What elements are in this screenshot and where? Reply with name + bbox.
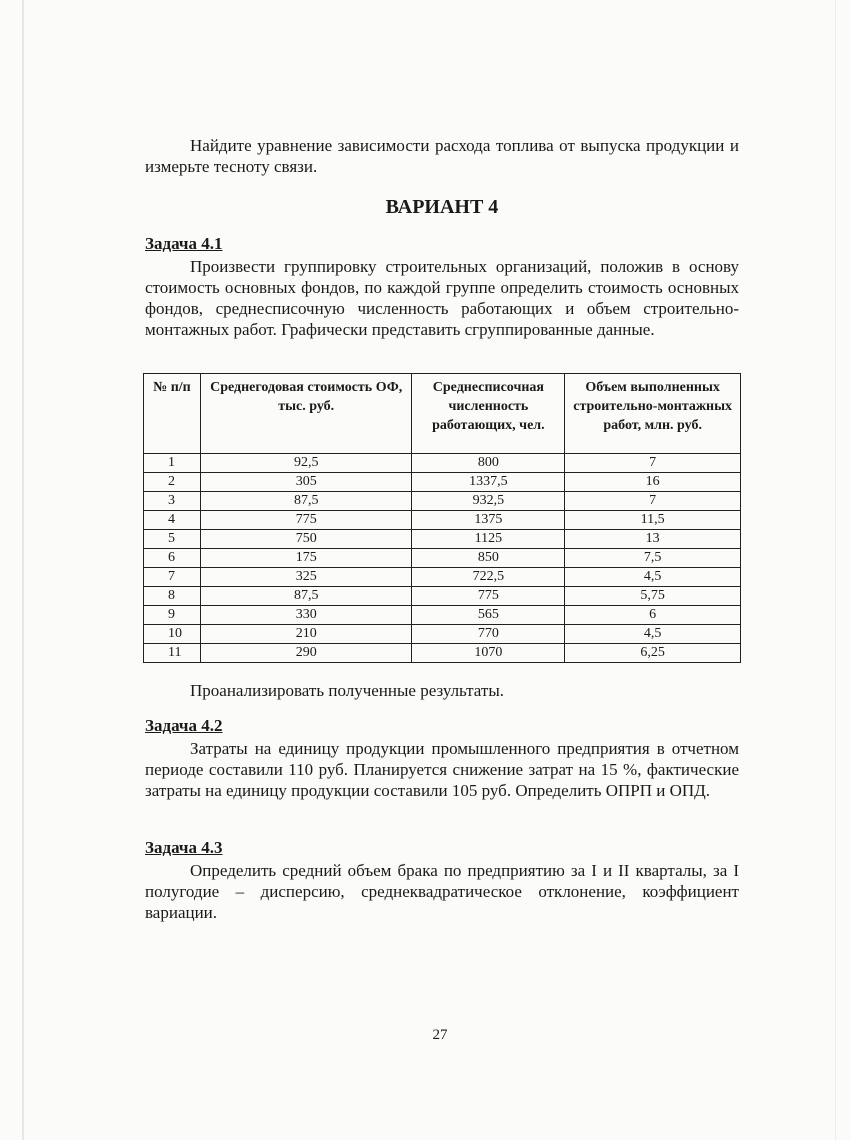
table-cell: 330 (200, 606, 412, 625)
table-body (144, 454, 741, 663)
table-cell: 3 (144, 492, 201, 511)
table-row (144, 511, 741, 530)
table-cell: 6 (144, 549, 201, 568)
table-cell: 87,5 (200, 492, 412, 511)
table-cell: 305 (200, 473, 412, 492)
table-cell: 932,5 (412, 492, 565, 511)
table-cell: 770 (412, 625, 565, 644)
table-cell: 775 (412, 587, 565, 606)
table-cell: 565 (412, 606, 565, 625)
table-cell: 9 (144, 606, 201, 625)
scan-edge-right (835, 0, 836, 1140)
table-row (144, 625, 741, 644)
table-cell: 775 (200, 511, 412, 530)
task-4-1-text: Произвести группировку строительных организаций, положив в основу стоимость основных фондов, по каждой группе определить стоимость основных фондов, среднесписочную численность работающих и объем строительно-монтажных работ. Графически представить сгруппированные данные. (145, 257, 739, 339)
scan-edge (22, 0, 24, 1140)
table-row (144, 492, 741, 511)
table-cell: 13 (565, 530, 741, 549)
table-cell: 722,5 (412, 568, 565, 587)
table-cell: 175 (200, 549, 412, 568)
table-cell: 11 (144, 644, 201, 663)
table-cell: 290 (200, 644, 412, 663)
table-row (144, 606, 741, 625)
task-4-2-text: Затраты на единицу продукции промышленного предприятия в отчетном периоде составили 110 руб. Планируется снижение затрат на 15 %, фактические затраты на единицу продукции составили 105 руб. Определить ОПРП и ОПД. (145, 739, 739, 800)
col-header-employees: Среднесписочная численность работающих, чел. (412, 374, 565, 454)
table-cell: 5,75 (565, 587, 741, 606)
table-cell: 4,5 (565, 568, 741, 587)
task-4-1-after: Проанализировать полученные результаты. (190, 681, 505, 700)
table-cell: 1070 (412, 644, 565, 663)
table-cell: 16 (565, 473, 741, 492)
table-row (144, 549, 741, 568)
task-4-2-title: Задача 4.2 (145, 716, 223, 735)
table-cell: 7 (144, 568, 201, 587)
table-cell: 1125 (412, 530, 565, 549)
table-row (144, 587, 741, 606)
table-cell: 2 (144, 473, 201, 492)
table-cell: 5 (144, 530, 201, 549)
col-header-construction-volume: Объем выполненных строительно-монтажных работ, млн. руб. (565, 374, 741, 454)
data-table (143, 373, 741, 663)
table-cell: 92,5 (200, 454, 412, 473)
page-number: 27 (432, 1027, 448, 1043)
intro-paragraph: Найдите уравнение зависимости расхода топлива от выпуска продукции и измерьте тесноту связи. (145, 136, 739, 176)
table-cell: 1 (144, 454, 201, 473)
table-cell: 10 (144, 625, 201, 644)
table-cell: 800 (412, 454, 565, 473)
table-cell: 1337,5 (412, 473, 565, 492)
table-cell: 7 (565, 454, 741, 473)
table-cell: 7,5 (565, 549, 741, 568)
col-header-number: № п/п (144, 374, 201, 454)
task-4-1-title: Задача 4.1 (145, 234, 223, 253)
col-header-fixed-assets: Среднегодовая стоимость ОФ, тыс. руб. (200, 374, 412, 454)
table-cell: 1375 (412, 511, 565, 530)
table-row (144, 530, 741, 549)
table-cell: 6 (565, 606, 741, 625)
table-cell: 325 (200, 568, 412, 587)
table-cell: 850 (412, 549, 565, 568)
table-cell: 87,5 (200, 587, 412, 606)
table-cell: 6,25 (565, 644, 741, 663)
table-cell: 11,5 (565, 511, 741, 530)
table-row (144, 644, 741, 663)
task-4-3-title: Задача 4.3 (145, 838, 223, 857)
table-row (144, 568, 741, 587)
table-header-row (144, 374, 741, 454)
table-row (144, 473, 741, 492)
table-cell: 8 (144, 587, 201, 606)
table-cell: 7 (565, 492, 741, 511)
task-4-3-text: Определить средний объем брака по предприятию за I и II кварталы, за I полугодие – дисперсию, среднеквадратическое отклонение, коэффициент вариации. (145, 861, 739, 922)
variant-title: ВАРИАНТ 4 (385, 196, 499, 218)
table-cell: 4 (144, 511, 201, 530)
table-cell: 750 (200, 530, 412, 549)
table-cell: 4,5 (565, 625, 741, 644)
table-cell: 210 (200, 625, 412, 644)
table-row (144, 454, 741, 473)
